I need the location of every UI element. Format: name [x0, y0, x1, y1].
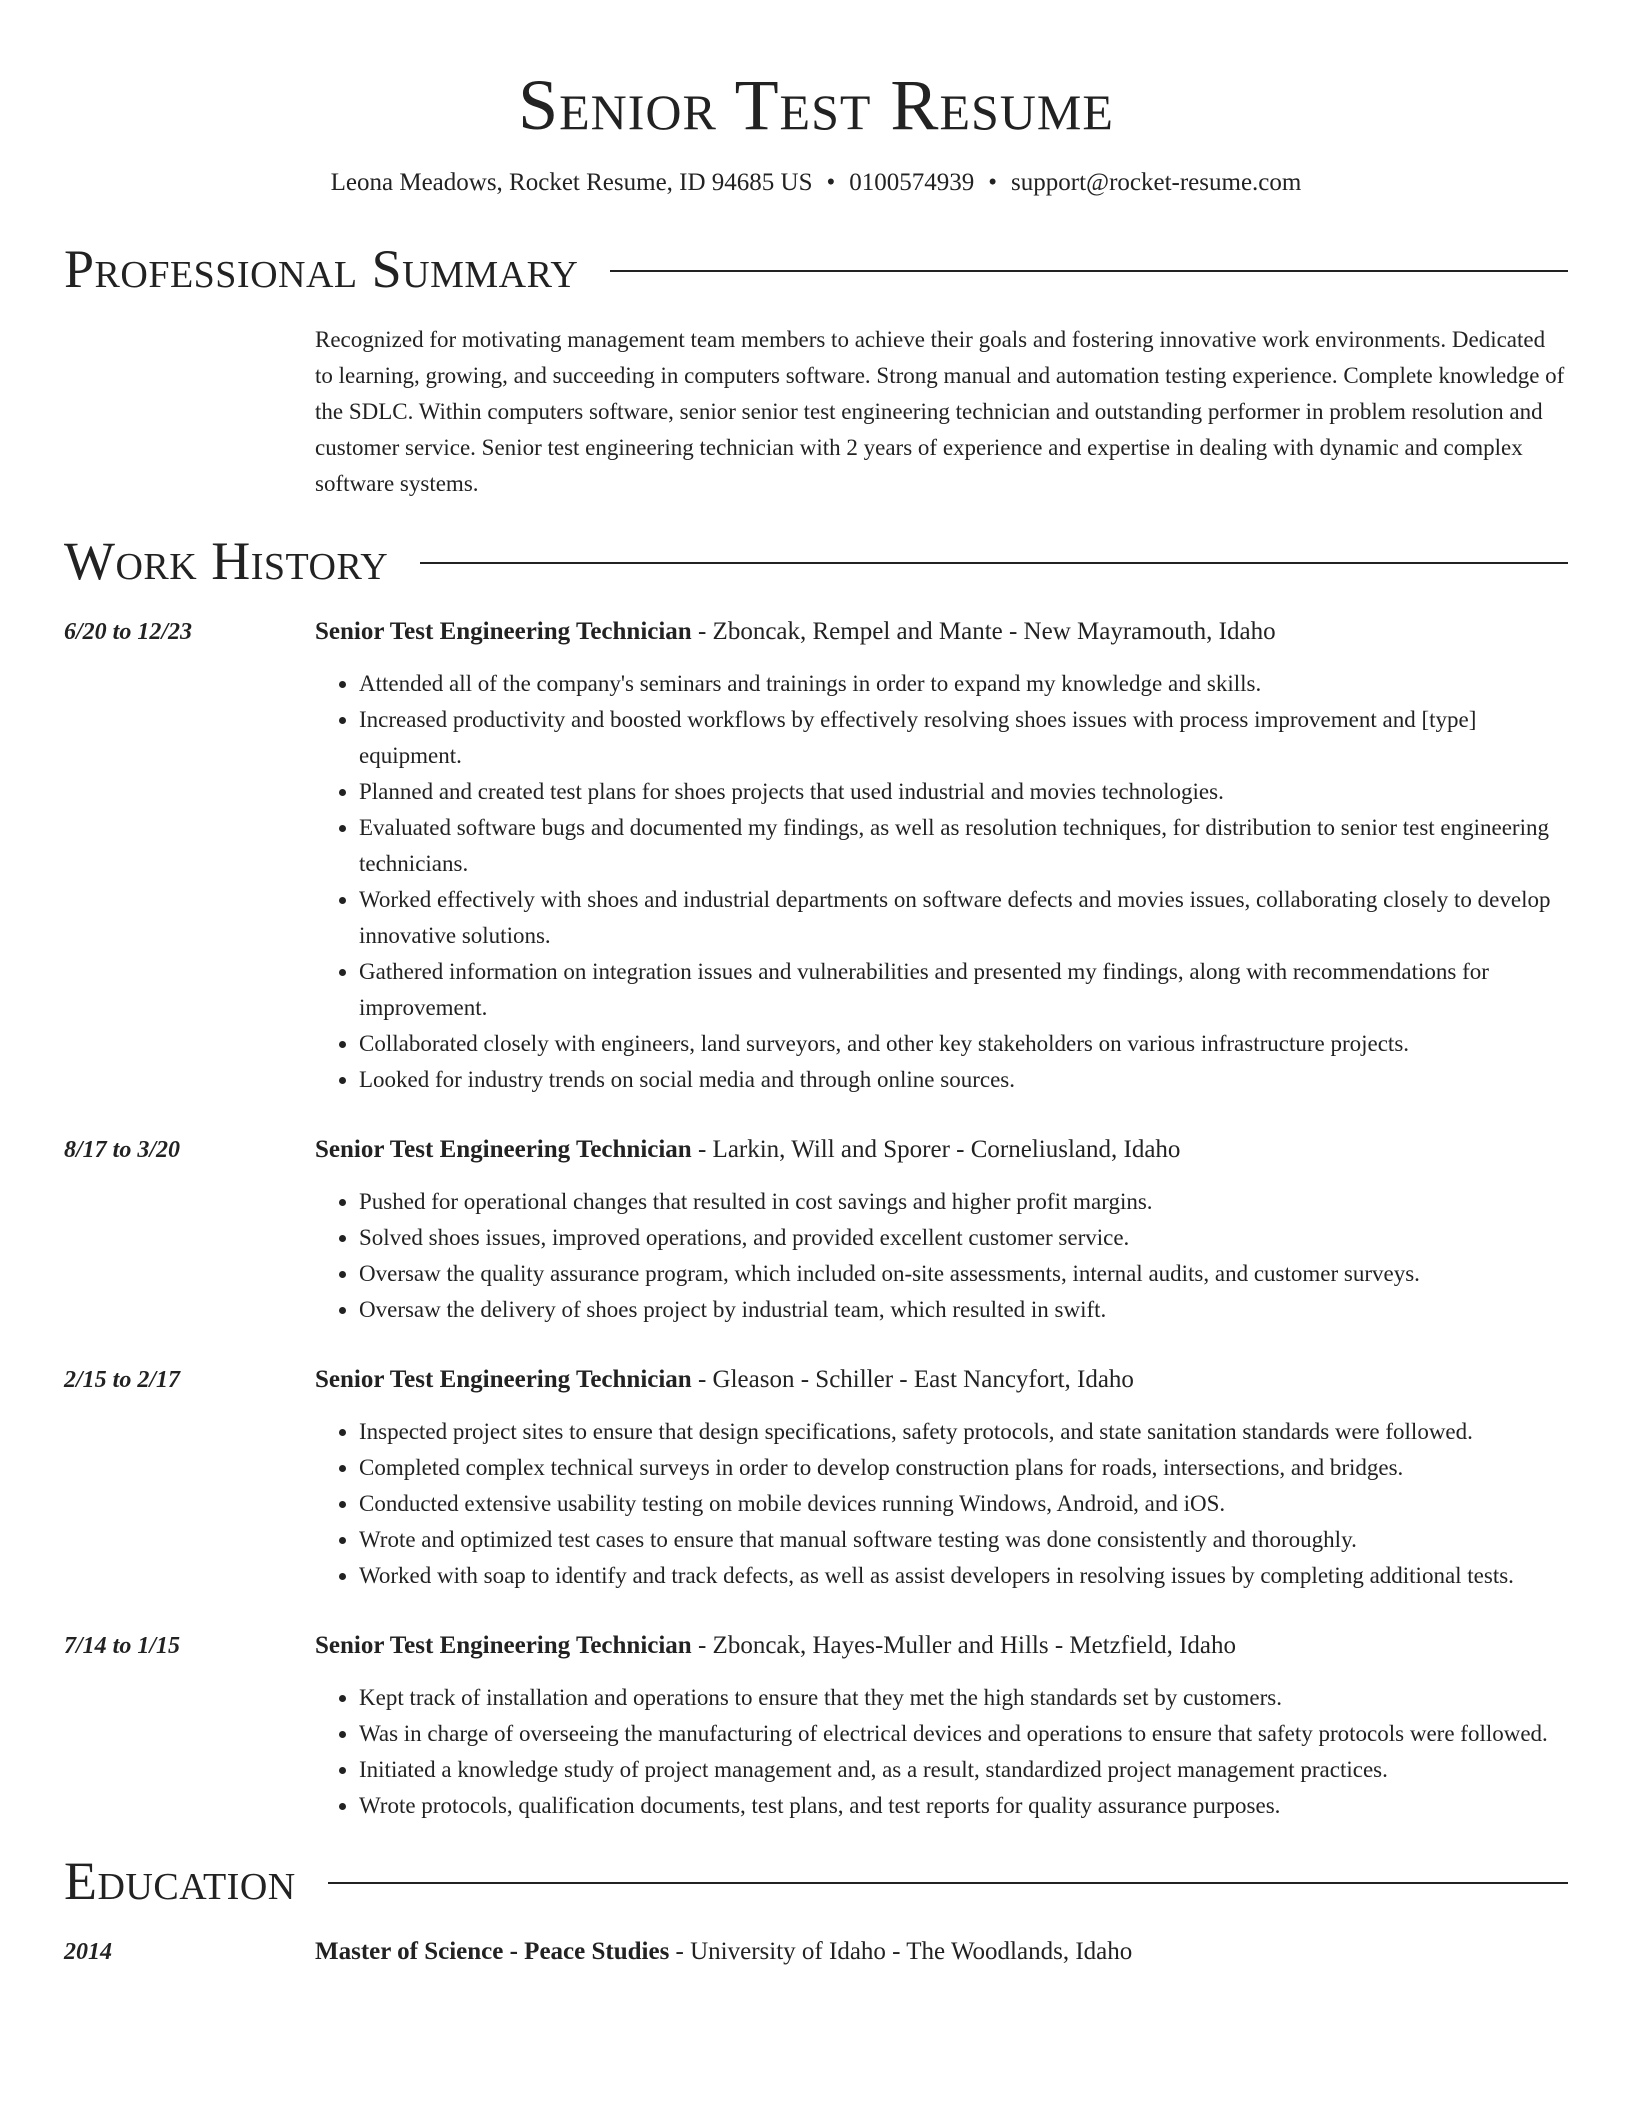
- job-employer: - Gleason - Schiller - East Nancyfort, Idaho: [691, 1366, 1134, 1393]
- job-entry: [64, 1362, 1568, 1594]
- list-item: • Oversaw the quality assurance program, which included on-site assessments, internal audits, and customer surveys.: [359, 1256, 1568, 1292]
- list-item: • Looked for industry trends on social media and through online sources.: [359, 1062, 1568, 1098]
- section-divider: [328, 1882, 1568, 1884]
- job-dates: 6/20 to 12/23: [64, 619, 193, 645]
- job-employer: - Zboncak, Rempel and Mante - New Mayramouth, Idaho: [691, 618, 1276, 645]
- work-list: [64, 614, 1568, 1824]
- list-item: • Inspected project sites to ensure that design specifications, safety protocols, and state sanitation standards were followed.: [359, 1414, 1568, 1450]
- education-entry: [64, 1934, 1568, 1970]
- list-item: • Attended all of the company's seminars and trainings in order to expand my knowledge and skills.: [359, 666, 1568, 702]
- list-item: • Kept track of installation and operations to ensure that they met the high standards set by customers.: [359, 1680, 1568, 1716]
- education-school: - University of Idaho - The Woodlands, Idaho: [669, 1938, 1133, 1965]
- list-item: • Completed complex technical surveys in order to develop construction plans for roads, intersections, and bridges.: [359, 1450, 1568, 1486]
- summary-text: Recognized for motivating management team members to achieve their goals and fostering innovative work environments. Dedicated to learning, growing, and succeeding in computers software. Strong manual and automation testing experience. Complete knowledge of the SDLC. Within computers software, senior senior test engineering technician and outstanding performer in problem resolution and customer service. Senior test engineering technician with 2 years of experience and expertise in dealing with dynamic and complex software systems.: [315, 327, 1565, 496]
- job-dates: 7/14 to 1/15: [64, 1633, 181, 1659]
- job-employer: - Larkin, Will and Sporer - Corneliusland, Idaho: [691, 1136, 1181, 1163]
- job-entry: [64, 614, 1568, 1098]
- contact-separator: •: [988, 169, 998, 196]
- list-item: • Gathered information on integration issues and vulnerabilities and presented my findings, along with recommendations for improvement.: [359, 954, 1568, 1026]
- contact-line: [64, 166, 1568, 200]
- job-title-line: [315, 1628, 1568, 1664]
- resume-name: Senior Test Resume: [518, 65, 1114, 145]
- list-item: • Was in charge of overseeing the manufacturing of electrical devices and operations to ensure that safety protocols were followed.: [359, 1716, 1568, 1752]
- job-body: [315, 1362, 1568, 1594]
- list-item: • Planned and created test plans for shoes projects that used industrial and movies technologies.: [359, 774, 1568, 810]
- job-body: [315, 1628, 1568, 1824]
- list-item: • Oversaw the delivery of shoes project by industrial team, which resulted in swift.: [359, 1292, 1568, 1328]
- list-item: • Increased productivity and boosted workflows by effectively resolving shoes issues with process improvement and [type] equipment.: [359, 702, 1568, 774]
- job-entry: [64, 1628, 1568, 1824]
- job-title: Senior Test Engineering Technician: [315, 1366, 692, 1393]
- section-divider: [420, 562, 1568, 564]
- list-item: • Evaluated software bugs and documented my findings, as well as resolution techniques, for distribution to senior test engineering technicians.: [359, 810, 1568, 882]
- list-item: • Initiated a knowledge study of project management and, as a result, standardized project management practices.: [359, 1752, 1568, 1788]
- job-employer: - Zboncak, Hayes-Muller and Hills - Metzfield, Idaho: [691, 1632, 1236, 1659]
- list-item: • Wrote protocols, qualification documents, test plans, and test reports for quality assurance purposes.: [359, 1788, 1568, 1824]
- education-heading: Education: [64, 1851, 296, 1911]
- contact-address: Leona Meadows, Rocket Resume, ID 94685 US: [330, 169, 813, 196]
- list-item: • Conducted extensive usability testing on mobile devices running Windows, Android, and iOS.: [359, 1486, 1568, 1522]
- job-bullets: [315, 1414, 1568, 1594]
- job-body: [315, 614, 1568, 1098]
- list-item: • Worked effectively with shoes and industrial departments on software defects and movies issues, collaborating closely to develop innovative solutions.: [359, 882, 1568, 954]
- work-section-header: [64, 530, 1568, 592]
- job-body: [315, 1132, 1568, 1328]
- job-title-line: [315, 1132, 1568, 1168]
- job-bullets: [315, 1680, 1568, 1824]
- job-title: Senior Test Engineering Technician: [315, 1136, 692, 1163]
- education-body: [315, 1934, 1568, 1970]
- summary-heading: Professional Summary: [64, 239, 579, 299]
- job-title: Senior Test Engineering Technician: [315, 618, 692, 645]
- list-item: • Worked with soap to identify and track defects, as well as assist developers in resolving issues by completing additional tests.: [359, 1558, 1568, 1594]
- list-item: • Pushed for operational changes that resulted in cost savings and higher profit margins.: [359, 1184, 1568, 1220]
- job-title-line: [315, 614, 1568, 650]
- contact-phone: 0100574939: [849, 169, 975, 196]
- work-heading: Work History: [64, 531, 389, 591]
- job-dates: 8/17 to 3/20: [64, 1137, 181, 1163]
- job-title: Senior Test Engineering Technician: [315, 1632, 692, 1659]
- job-dates: 2/15 to 2/17: [64, 1367, 181, 1393]
- job-bullets: [315, 1184, 1568, 1328]
- job-entry: [64, 1132, 1568, 1328]
- job-title-line: [315, 1362, 1568, 1398]
- job-bullets: [315, 666, 1568, 1098]
- list-item: • Wrote and optimized test cases to ensure that manual software testing was done consistently and thoroughly.: [359, 1522, 1568, 1558]
- education-section-header: [64, 1850, 1568, 1912]
- education-year: 2014: [64, 1939, 112, 1965]
- list-item: • Collaborated closely with engineers, land surveyors, and other key stakeholders on various infrastructure projects.: [359, 1026, 1568, 1062]
- education-degree: Master of Science - Peace Studies: [315, 1938, 670, 1965]
- summary-section-header: [64, 238, 1568, 300]
- contact-email: support@rocket-resume.com: [1011, 169, 1302, 196]
- list-item: • Solved shoes issues, improved operations, and provided excellent customer service.: [359, 1220, 1568, 1256]
- contact-separator: •: [826, 169, 836, 196]
- section-divider: [610, 270, 1568, 272]
- education-line: [315, 1934, 1568, 1970]
